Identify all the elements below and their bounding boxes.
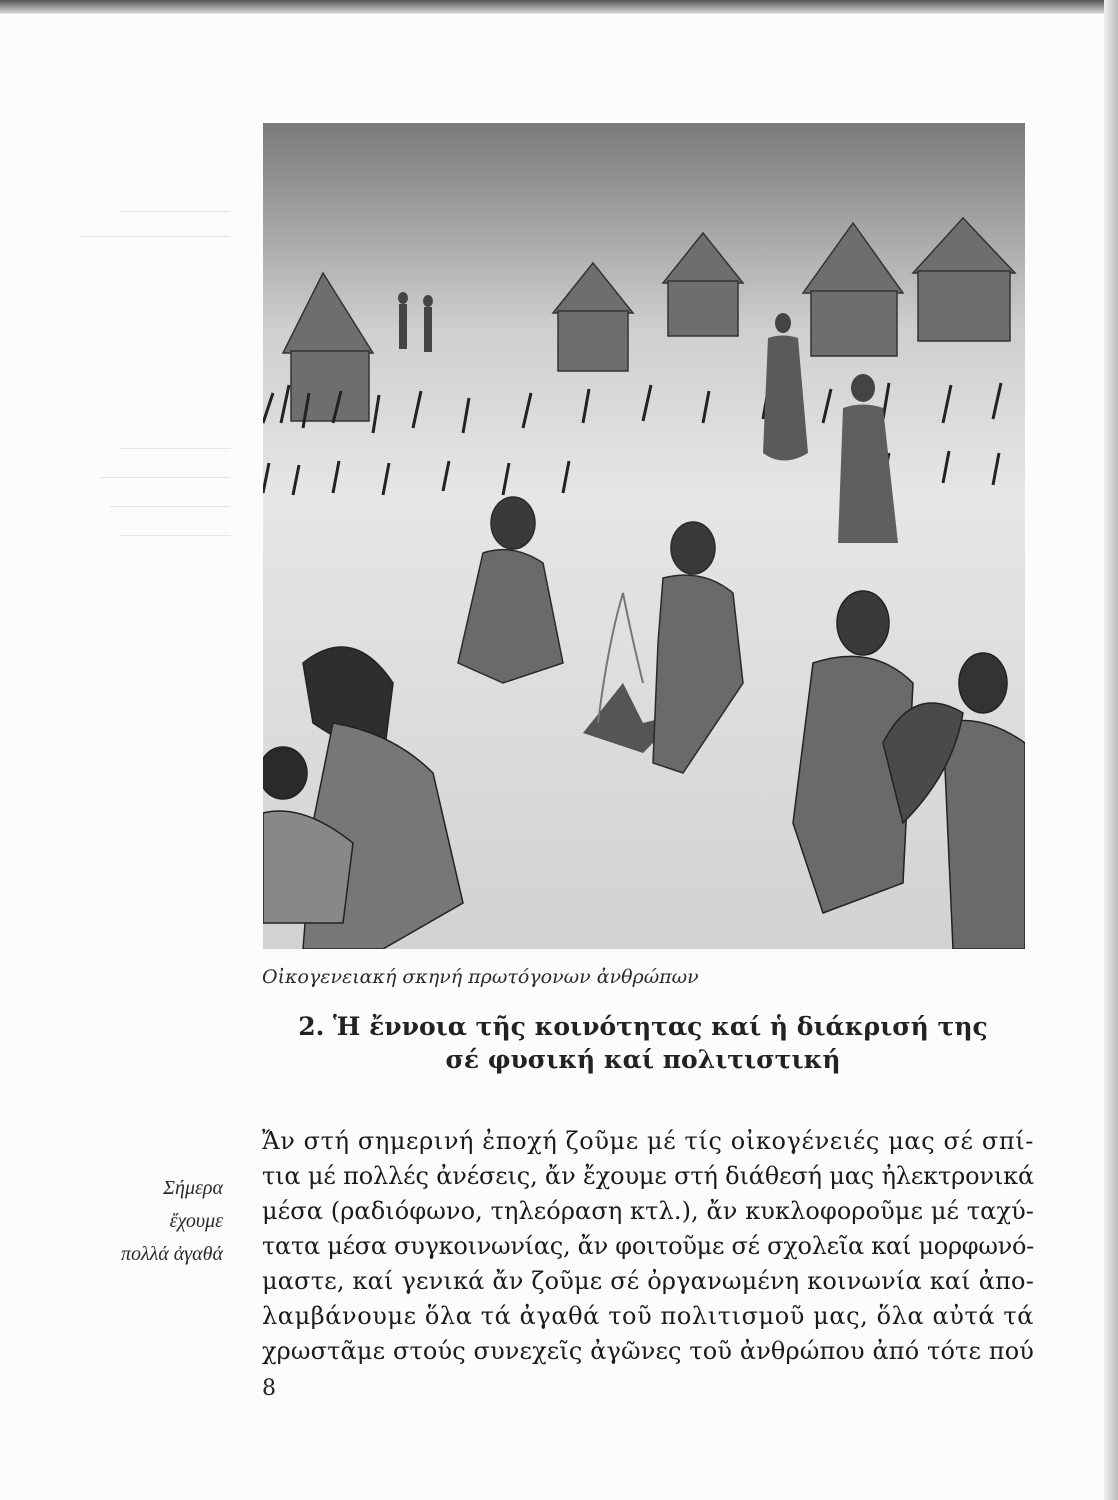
body-line-text: τια μέ πολλές ἀνέσεις, ἄν ἔχουμε στή διάθεσή μας ἠλεκτρονικά: [262, 1162, 1035, 1190]
margin-note-line1: Σήμερα: [163, 1177, 223, 1199]
body-line: [262, 1334, 1034, 1369]
body-line: [262, 1194, 1034, 1229]
body-line-text: μαστε, καί γενικά ἄν ζοῦμε σέ ὀργανωμένη κοινωνία καί ἀπο-: [262, 1267, 1034, 1295]
margin-note-line2: ἔχουμε: [169, 1210, 223, 1232]
figure-caption: Οἰκογενειακή σκηνή πρωτόγονων ἀνθρώπων: [262, 966, 699, 988]
body-line-text: τατα μέσα συγκοινωνίας, ἄν φοιτοῦμε σέ σχολεῖα καί μορφωνό-: [262, 1232, 1034, 1260]
body-line-text: Ἄν στή σημερινή ἐποχή ζοῦμε μέ τίς οἰκογένειές μας σέ σπί-: [262, 1127, 1034, 1155]
scan-top-edge: [0, 0, 1118, 14]
section-heading-line2: σέ φυσική καί πολιτιστική: [445, 1045, 841, 1074]
margin-note-line3: πολλά ἀγαθά: [120, 1243, 223, 1265]
show-through-marks: [60, 195, 230, 255]
body-line: [262, 1299, 1034, 1334]
margin-note: [60, 1172, 223, 1271]
page-number: 8: [262, 1376, 276, 1401]
body-line-text: χρωστᾶμε στούς συνεχεῖς ἀγῶνες τοῦ ἀνθρώπου ἀπό τότε πού: [262, 1337, 1034, 1365]
body-line: [262, 1124, 1034, 1159]
section-heading-line1: 2. Ἡ ἔννοια τῆς κοινότητας καί ἡ διάκρισή της: [298, 1012, 988, 1041]
body-line-text: μέσα (ραδιόφωνο, τηλεόραση κτλ.), ἄν κυκλοφοροῦμε μέ ταχύ-: [262, 1197, 1034, 1225]
body-line: [262, 1264, 1034, 1299]
body-line-text: λαμβάνουμε ὅλα τά ἀγαθά τοῦ πολιτισμοῦ μας, ὅλα αὐτά τά: [262, 1302, 1034, 1330]
figure-illustration: [263, 123, 1025, 949]
show-through-marks-2: [90, 430, 230, 580]
body-line: [262, 1159, 1034, 1194]
body-line: [262, 1229, 1034, 1264]
section-heading: [262, 1010, 1024, 1076]
scan-right-edge: [1104, 0, 1118, 1500]
primitive-family-illustration: [263, 123, 1025, 949]
body-text: [262, 1124, 1034, 1369]
